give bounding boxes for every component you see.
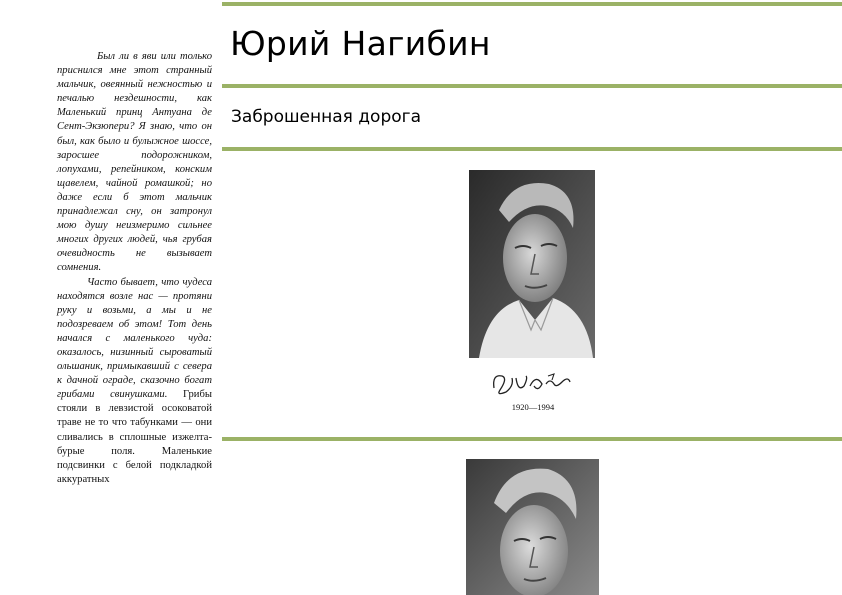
book-title: Заброшенная дорога: [231, 107, 421, 127]
author-signature: [488, 366, 574, 398]
excerpt-text: [57, 50, 212, 487]
author-name: Юрий Нагибин: [230, 24, 491, 63]
top-divider: [222, 2, 842, 6]
subtitle-divider: [222, 147, 842, 151]
author-portrait-photo: [469, 170, 595, 358]
life-years: 1920—1994: [511, 402, 555, 412]
excerpt-paragraph-2-italic: Часто бывает, что чудеса находятся возле нас — протяни руку и возьми, а мы и не подозреваем об этом! Тот день начался с маленького чуда: оказалось, низинный сыроватый ольшаник, примыкавший с севера к дачной ограде, сказочно богат грибами свинушками.: [57, 276, 212, 401]
excerpt-paragraph-1: Был ли в яви или только приснился мне этот странный мальчик, овеянный нежностью и печалью нездешности, как Маленький принц Антуана де Сент-Экзюпери? Я знаю, что он был, как было и булыжное шоссе, заросшее подорожником, лопухами, репейником, конским щавелем, чайной ромашкой; но даже если б этот мальчик принадлежал сну, он затронул мою душу неизмеримо сильнее многих других людей, чья грубая очевидность не вызывает сомнения.: [57, 51, 212, 274]
excerpt-paragraph-2: [57, 276, 212, 487]
excerpt-paragraph-2-upright: Грибы стояли в левзистой осоковатой траве не то что табунками — они сливались в сплошные изжелта-бурые поля. Маленькие подсвинки с белой подкладкой аккуратных: [57, 389, 212, 485]
title-divider: [222, 84, 842, 88]
author-portrait-photo-2: [466, 459, 599, 595]
portrait-divider: [222, 437, 842, 441]
